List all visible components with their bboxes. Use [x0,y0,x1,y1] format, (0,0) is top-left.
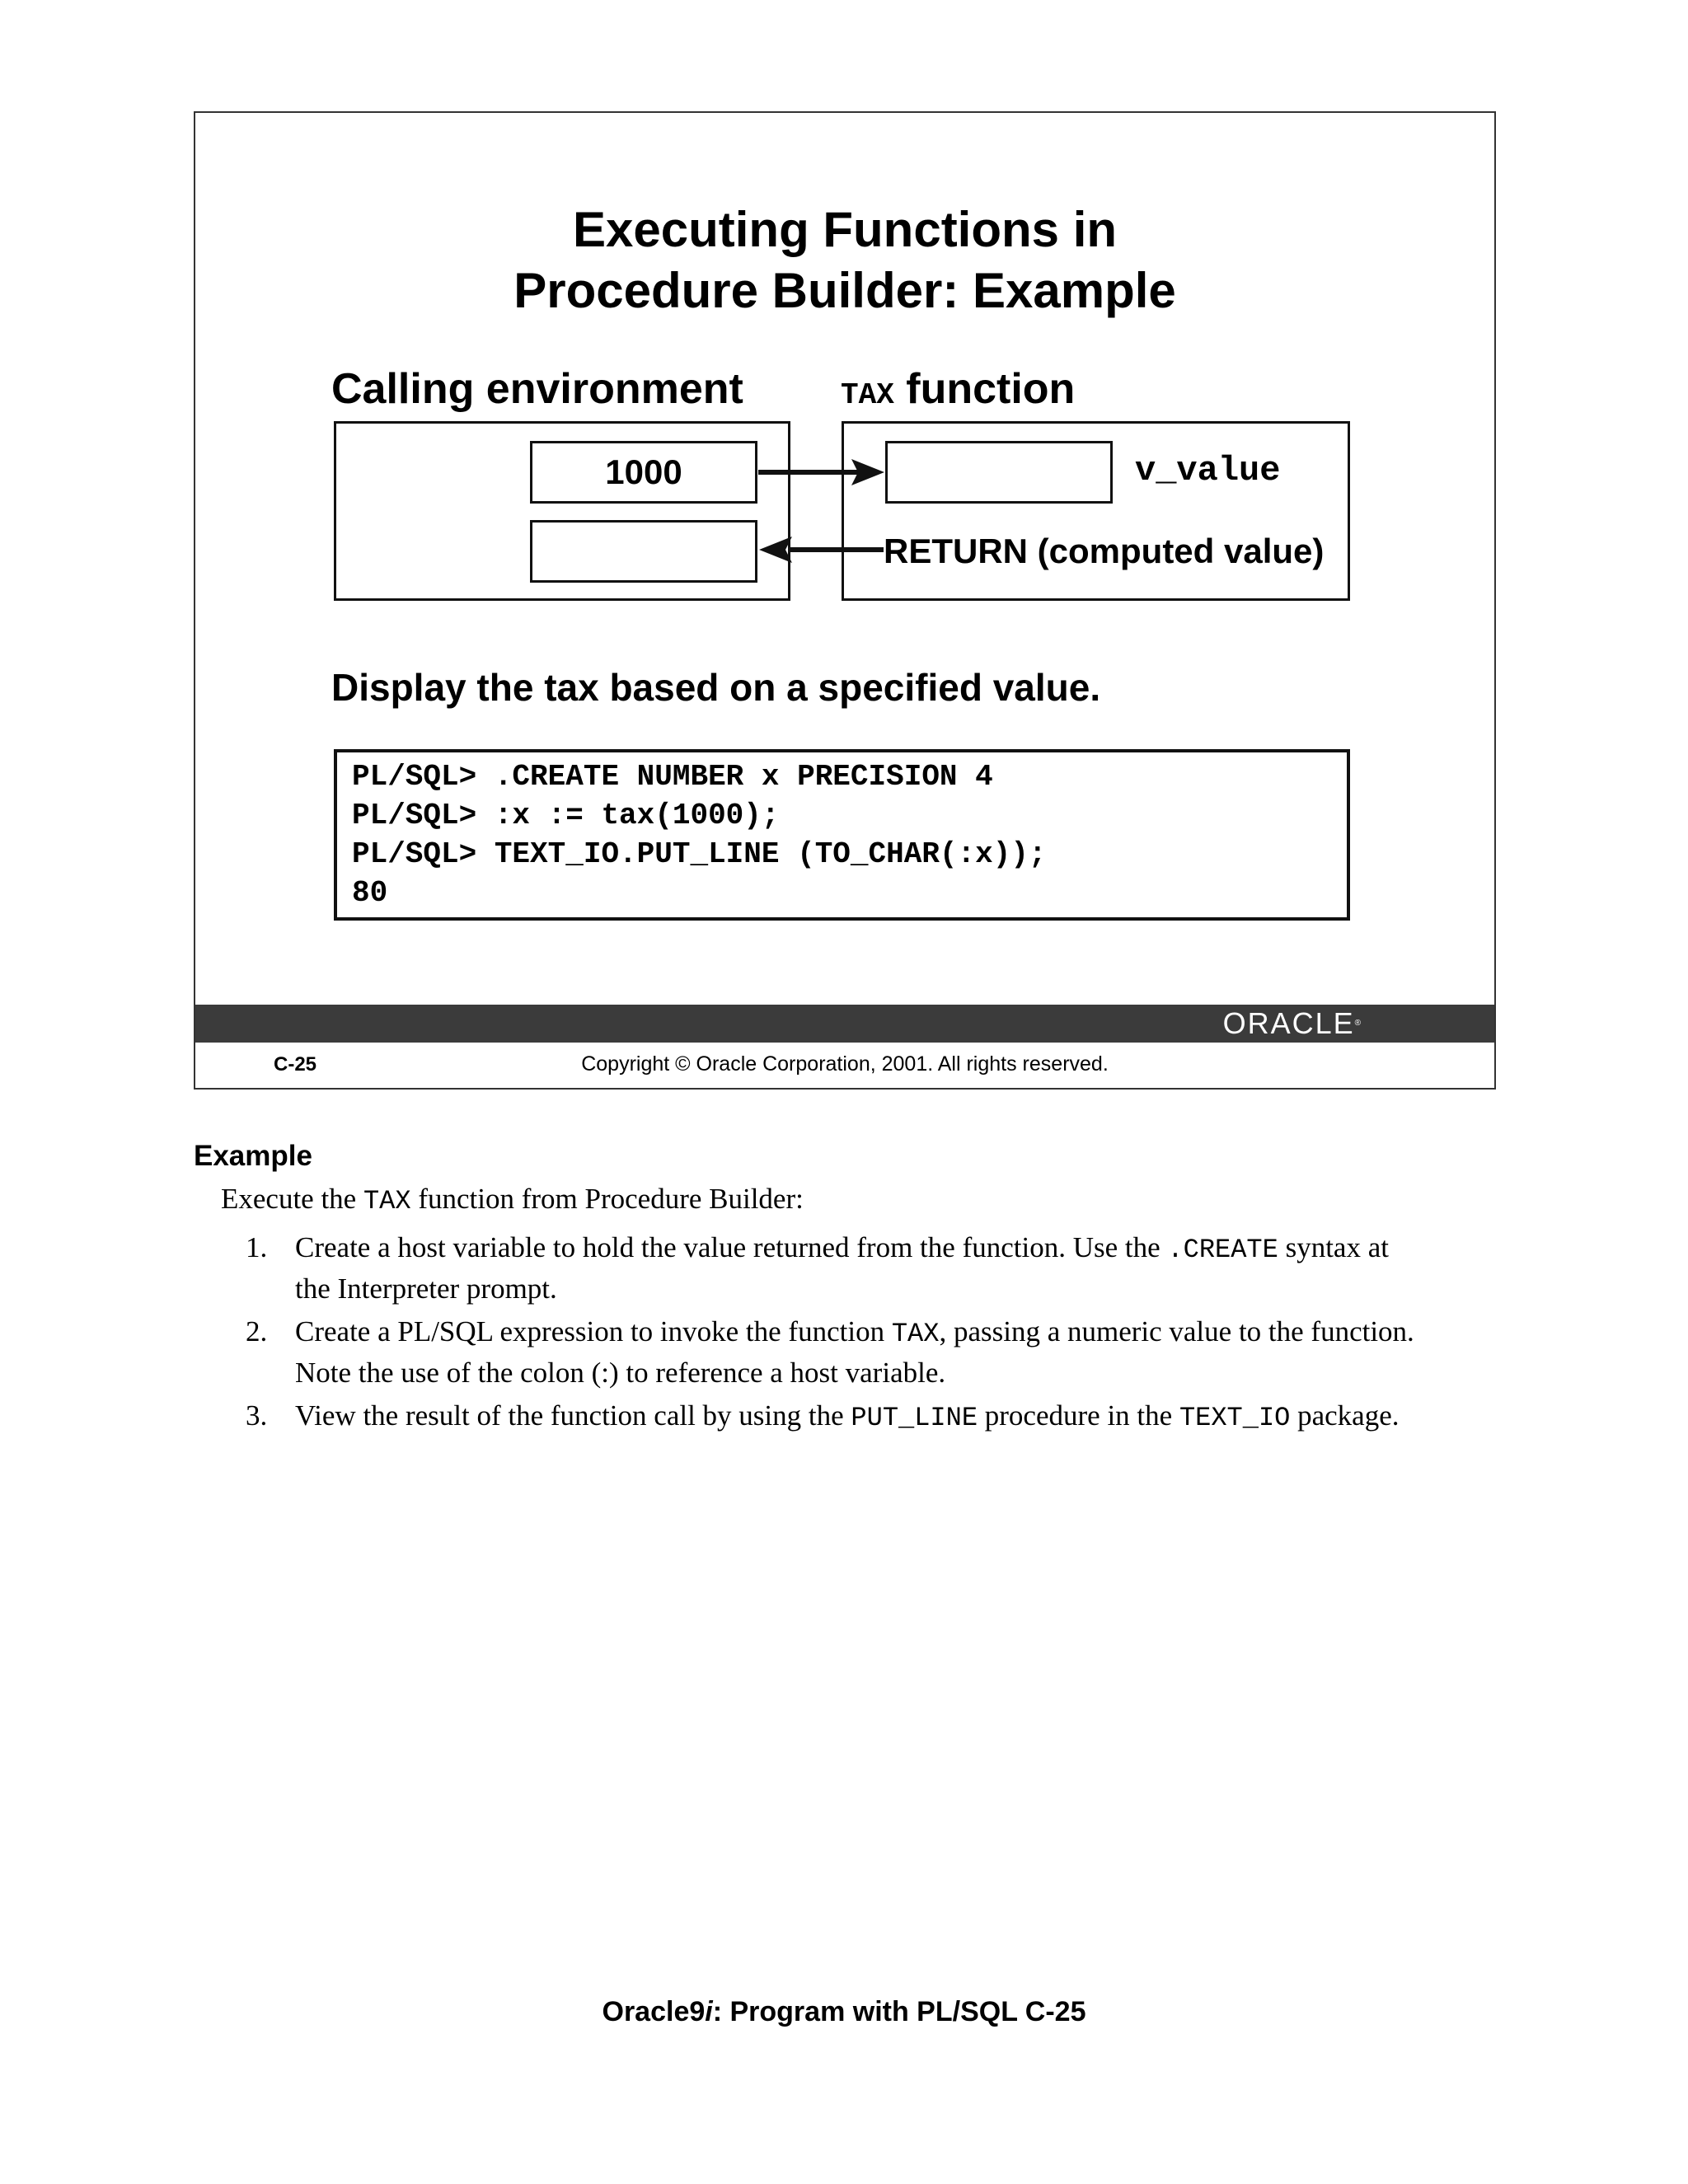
copyright-notice: Copyright © Oracle Corporation, 2001. All rights reserved. [581,1052,1109,1076]
code-line: PL/SQL> :x := tax(1000); [352,799,780,832]
slide-title-line-1: Executing Functions in [572,202,1118,257]
oracle-logo-text: ORACLE [1222,1006,1355,1040]
notes-heading: Example [194,1140,312,1172]
code-line: 80 [352,876,388,910]
slide-number: C-25 [274,1053,317,1076]
list-item: 1. Create a host variable to hold the value returned from the function. Use the .CREATE syntax at the Interpreter prompt. [246,1231,1389,1305]
code-line: PL/SQL> .CREATE NUMBER x PRECISION 4 [352,760,993,794]
inline-code: .CREATE [1167,1235,1278,1265]
parameter-name: v_value [1135,451,1281,490]
tax-keyword: TAX [841,378,894,412]
input-value-cell: 1000 [530,441,757,504]
notes-section [194,1140,1504,1441]
inline-code: TAX [363,1186,411,1216]
result-cell [530,520,757,583]
steps-list [221,1228,1504,1437]
code-line: PL/SQL> TEXT_IO.PUT_LINE (TO_CHAR(:x)); [352,837,1047,871]
list-item: 2. Create a PL/SQL expression to invoke the function TAX, passing a numeric value to the function. Note the use of the colon (:) to reference a host variable. [246,1315,1414,1389]
brand-bar [195,1005,1494,1043]
list-item: 3. View the result of the function call by using the PUT_LINE procedure in the TEXT_IO package. [246,1399,1400,1433]
return-label: RETURN (computed value) [884,532,1325,570]
tax-function-label [841,364,1075,414]
inline-code: PUT_LINE [851,1403,978,1433]
notes-intro: Execute the TAX function from Procedure Builder: [221,1183,804,1216]
oracle-logo: ORACLE® [1222,1006,1362,1040]
function-word: function [906,365,1076,413]
slide-title-line-2: Procedure Builder: Example [513,263,1176,318]
code-block [334,749,1350,921]
inline-code: TEXT_IO [1179,1403,1291,1433]
page-footer: Oracle9i: Program with PL/SQL C-25 [602,1996,1086,2027]
slide-title [195,199,1494,321]
display-heading: Display the tax based on a specified value. [331,666,1101,709]
parameter-cell [885,441,1113,504]
inline-code: TAX [891,1319,940,1349]
calling-environment-label: Calling environment [331,365,743,413]
slide [194,111,1496,1090]
